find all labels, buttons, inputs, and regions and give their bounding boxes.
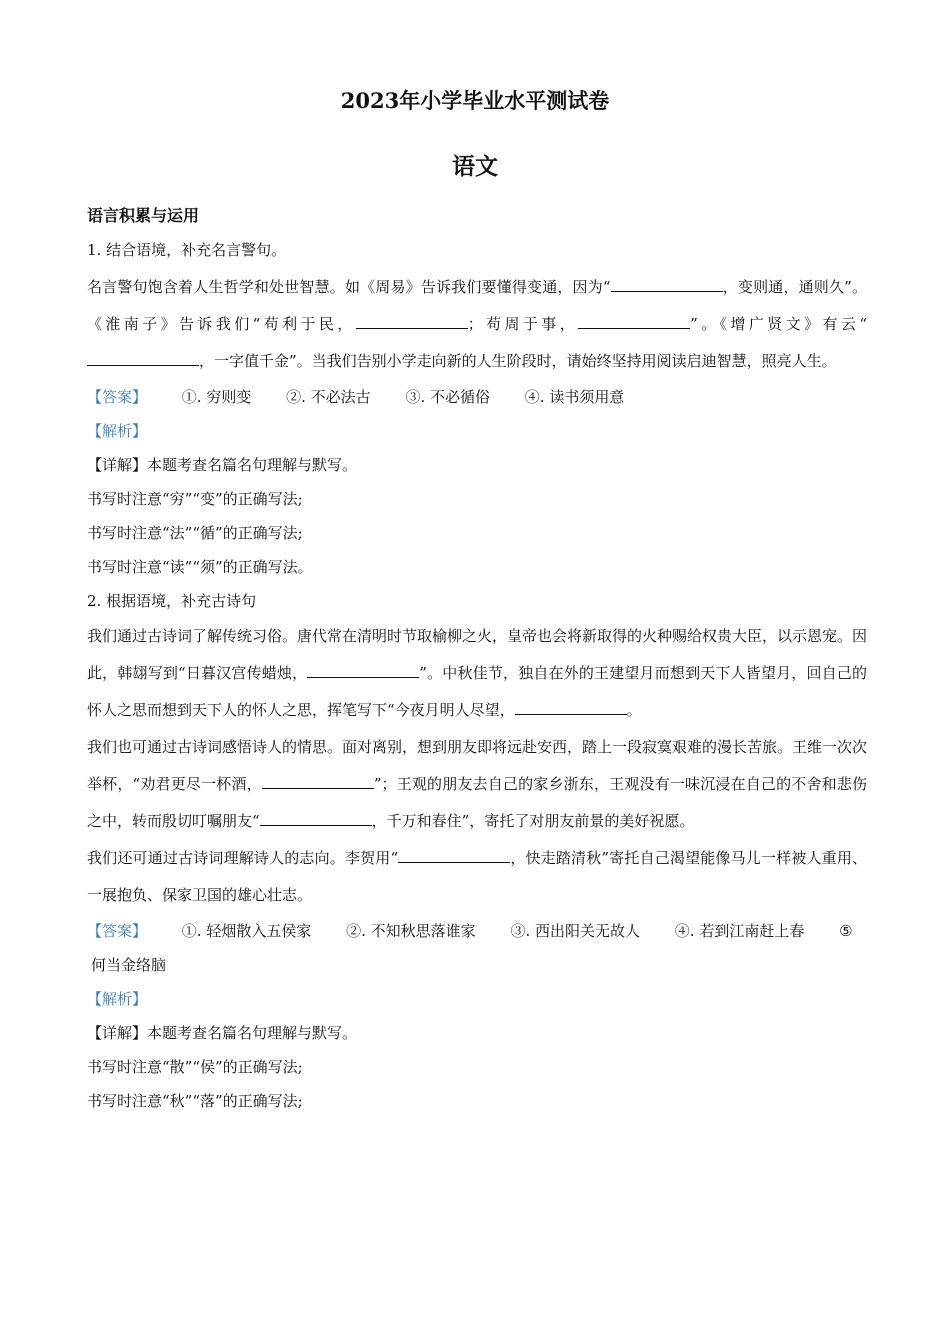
answer-item: ⑤ — [839, 922, 853, 940]
answer-item: ④. 读书须用意 — [524, 388, 625, 406]
answer-tag: 【答案】 — [87, 922, 148, 940]
q2-note: 书写时注意“秋”“落”的正确写法; — [87, 1092, 303, 1110]
q1-answer — [87, 380, 867, 414]
q2-prompt: 2. 根据语境，补充古诗句 — [87, 592, 257, 610]
q1-prompt: 1. 结合语境，补充名言警句。 — [87, 241, 287, 259]
q2-text1-part3: 。 — [626, 701, 642, 719]
q2-text1-part2: ”。中秋佳节，独自在外的王建望月而想到天下人皆望月，回自己的怀人之思而想到天下人的怀人之思，挥笔写下“今夜月明人尽望， — [87, 664, 867, 719]
fill-blank — [578, 314, 690, 329]
q1-note: 书写时注意“穷”“变”的正确写法; — [87, 490, 303, 508]
analysis-tag — [87, 414, 867, 448]
fill-blank — [356, 314, 468, 329]
q2-text3-part1: 我们还可通过古诗词理解诗人的志向。李贺用“ — [87, 849, 399, 867]
q2-note: 书写时注意“散”“侯”的正确写法; — [87, 1058, 303, 1076]
q2-answer-cont: 何当金络脑 — [91, 956, 167, 974]
fill-blank — [515, 700, 627, 715]
q2-text2-part3: ，千万和春住”，寄托了对朋友前景的美好祝愿。 — [371, 812, 695, 830]
q1-note: 书写时注意“读”“须”的正确写法。 — [87, 558, 313, 576]
answer-item: ①. 轻烟散入五侯家 — [181, 922, 312, 940]
fill-blank — [260, 811, 372, 826]
fill-blank — [262, 774, 374, 789]
section-heading: 语言积累与运用 — [87, 206, 200, 225]
q2-detail: 【详解】本题考查名篇名句理解与默写。 — [87, 1024, 358, 1042]
q2-text1 — [87, 618, 867, 729]
q2-text3 — [87, 840, 867, 914]
q2-text3-part2: ，快走踏清秋”寄托自己渴望能像马儿一样被人重用、一展抱负、保家卫国的雄心壮志。 — [87, 849, 868, 904]
fill-blank — [398, 848, 510, 863]
analysis-tag-label: 【解析】 — [87, 422, 148, 440]
answer-item: ③. 西出阳关无故人 — [510, 922, 640, 940]
answer-item: ①. 穷则变 — [181, 388, 252, 406]
q2-text1-part1: 我们通过古诗词了解传统习俗。唐代常在清明时节取榆柳之火，皇帝也会将新取得的火种赐给权贵大臣，以示恩宠。因此，韩翃写到“日暮汉宫传蜡烛， — [87, 627, 868, 682]
answer-tag: 【答案】 — [87, 388, 148, 406]
q1-note: 书写时注意“法”“循”的正确写法; — [87, 524, 303, 542]
analysis-tag — [87, 982, 867, 1016]
q2-answer — [87, 914, 867, 948]
q2-text2-part1: 我们也可通过古诗词感悟诗人的情思。面对离别，想到朋友即将远赴安西，踏上一段寂寞艰难的漫长苦旅。王维一次次举杯，“劝君更尽一杯酒， — [87, 738, 868, 793]
analysis-tag-label: 【解析】 — [87, 990, 148, 1008]
fill-blank — [307, 663, 419, 678]
fill-blank — [87, 351, 199, 366]
q1-text — [87, 269, 867, 380]
q1-text-part3: ；苟周于事， — [467, 315, 579, 333]
q2-text2 — [87, 729, 867, 840]
q1-text-part4: ”。《增广贤文》有云“ — [690, 315, 867, 333]
q1-detail: 【详解】本题考查名篇名句理解与默写。 — [87, 456, 358, 474]
answer-item: ②. 不知秋思落谁家 — [346, 922, 476, 940]
page-subtitle: 语文 — [452, 153, 498, 180]
fill-blank — [611, 277, 723, 292]
answer-item: ②. 不必法古 — [286, 388, 371, 406]
answer-item: ③. 不必循俗 — [405, 388, 490, 406]
q1-text-part1: 名言警句饱含着人生哲学和处世智慧。如《周易》告诉我们要懂得变通，因为“ — [87, 278, 611, 296]
q2-text2-part2: ”；王观的朋友去自己的家乡浙东，王观没有一味沉浸在自己的不舍和悲伤之中，转而殷切叮嘱朋友“ — [87, 775, 868, 830]
answer-item: ④. 若到江南赶上春 — [674, 922, 805, 940]
document-body — [87, 202, 867, 1118]
q1-text-part2: ，变则通，通则久”。《淮南子》告诉我们“苟利于民， — [87, 278, 867, 333]
page-title: 2023年小学毕业水平测试卷 — [340, 88, 610, 113]
q1-text-part5: ，一字值千金”。当我们告别小学走向新的人生阶段时，请始终坚持用阅读启迪智慧，照亮人生。 — [199, 352, 837, 370]
